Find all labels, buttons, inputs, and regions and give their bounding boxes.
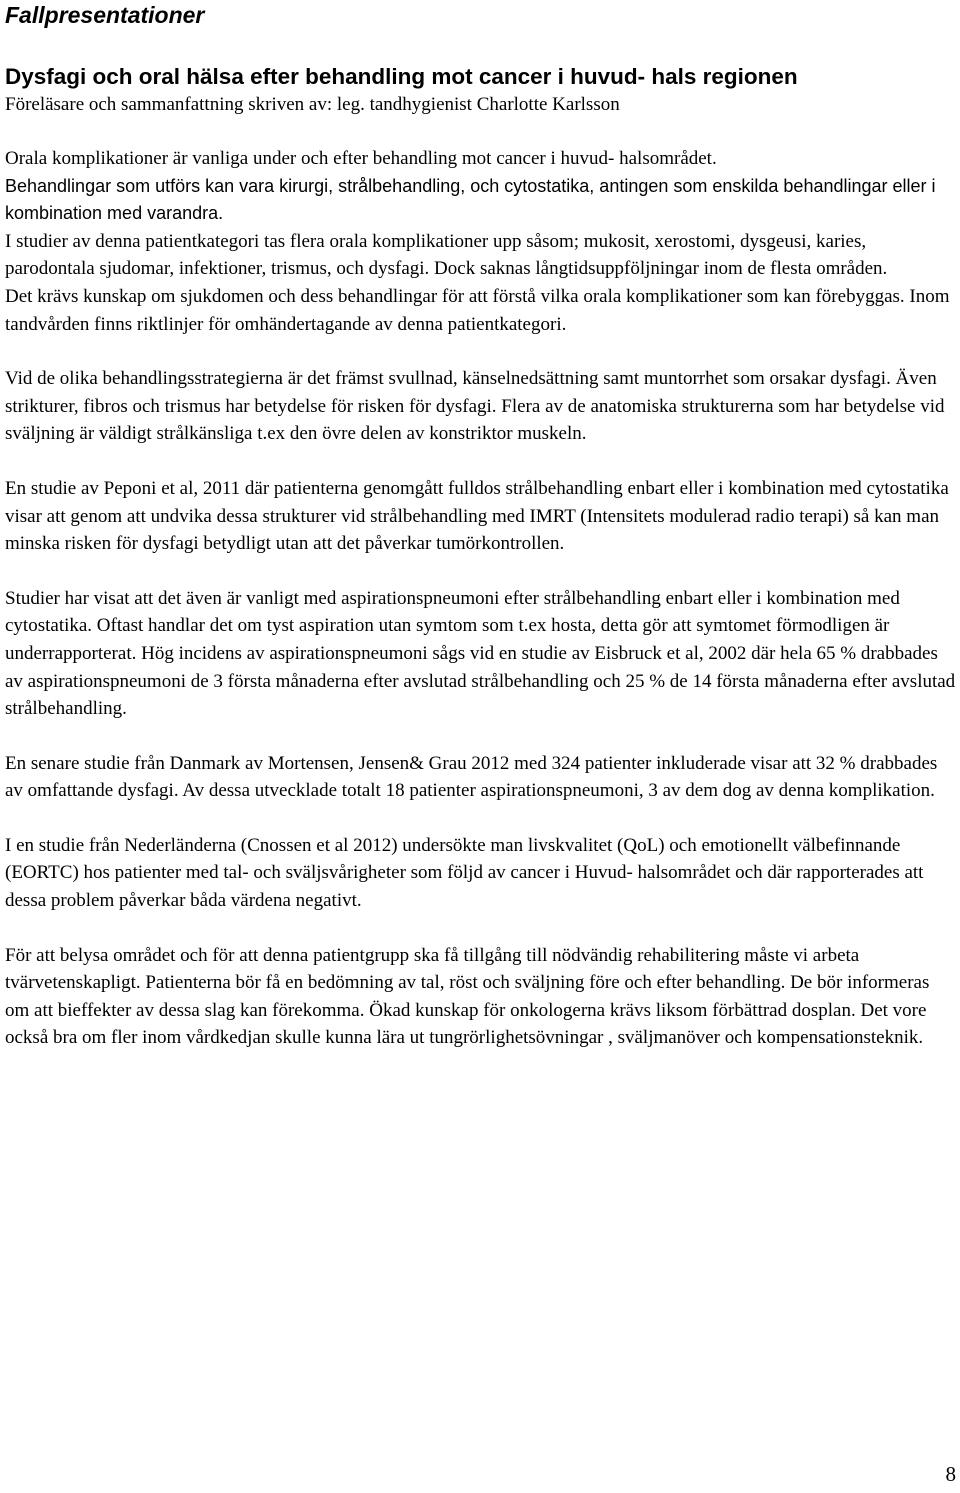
- section-label: Fallpresentationer: [5, 2, 205, 28]
- document-title: Dysfagi och oral hälsa efter behandling mot cancer i huvud- hals regionen: [5, 64, 798, 89]
- paragraph-conclusion: För att belysa området och för att denna patientgrupp ska få tillgång till nödvändig rehabilitering måste vi arbeta tvärvetenskapligt. Patienterna bör få en bedömning av tal, röst och sväljning före och efter behandling. De bör informeras om att bieffekter av dessa slag kan förekomma. Ökad kunskap för onkologerna krävs liksom förbättrad dosplan. Det vore också bra om fler inom vårdkedjan skulle kunna lära ut tungrörlighetsövningar , sväljmanöver och kompensationsteknik.: [5, 944, 930, 1049]
- paragraph-treatments: Behandlingar som utförs kan vara kirurgi, strålbehandling, och cytostatika, antingen som enskilda behandlingar eller i kombination med varandra.: [5, 175, 936, 224]
- paragraph-knowledge: Det krävs kunskap om sjukdomen och dess behandlingar för att förstå vilka orala komplikationer som kan förebyggas. Inom tandvården finns riktlinjer för omhändertagande av denna patientkategori.: [5, 285, 950, 335]
- paragraph-danish-study: En senare studie från Danmark av Mortensen, Jensen& Grau 2012 med 324 patienter inkluderade visar att 32 % drabbades av omfattande dysfagi. Av dessa utvecklade totalt 18 patienter aspirationspneumoni, 3 av dem dog av denna komplikation.: [5, 752, 938, 802]
- document-page: [5, 0, 957, 1052]
- page-number: 8: [945, 1462, 956, 1486]
- paragraph-peponi-study: En studie av Peponi et al, 2011 där patienterna genomgått fulldos strålbehandling enbart eller i kombination med cytostatika visar att genom att undvika dessa strukturer vid strålbehandling med IMRT (Intensitets modulerad radio terapi) så kan man minska risken för dysfagi betydligt utan att det påverkar tumörkontrollen.: [5, 477, 949, 555]
- lecturer-line: Föreläsare och sammanfattning skriven av: leg. tandhygienist Charlotte Karlsson: [5, 94, 620, 115]
- paragraph-intro: Orala komplikationer är vanliga under och efter behandling mot cancer i huvud- halsområdet.: [5, 148, 717, 169]
- paragraph-aspiration: Studier har visat att det även är vanligt med aspirationspneumoni efter strålbehandling enbart eller i kombination med cytostatika. Oftast handlar det om tyst aspiration utan symtom som t.ex hosta, detta gör att symtomet förmodligen är underrapporterat. Hög incidens av aspirationspneumoni sågs vid en studie av Eisbruck et al, 2002 där hela 65 % drabbades av aspirationspneumoni de 3 första månaderna efter avslutad strålbehandling och 25 % de 14 första månaderna efter avslutad strålbehandling.: [5, 587, 956, 720]
- paragraph-complications: I studier av denna patientkategori tas flera orala komplikationer upp såsom; mukosit, xerostomi, dysgeusi, karies, parodontala sjudomar, infektioner, trismus, och dysfagi. Dock saknas långtidsuppföljningar inom de flesta områden.: [5, 230, 888, 280]
- paragraph-strategies: Vid de olika behandlingsstrategierna är det främst svullnad, känselnedsättning samt muntorrhet som orsakar dysfagi. Även strikturer, fibros och trismus har betydelse för risken för dysfagi. Flera av de anatomiska strukturerna som har betydelse vid sväljning är väldigt strålkänsliga t.ex den övre delen av konstriktor muskeln.: [5, 368, 945, 445]
- paragraph-dutch-study: I en studie från Nederländerna (Cnossen et al 2012) undersökte man livskvalitet (QoL) och emotionellt välbefinnande (EORTC) hos patienter med tal- och sväljsvårigheter som följd av cancer i Huvud- halsområdet och där rapporterades att dessa problem påverkar båda värdena negativt.: [5, 834, 924, 912]
